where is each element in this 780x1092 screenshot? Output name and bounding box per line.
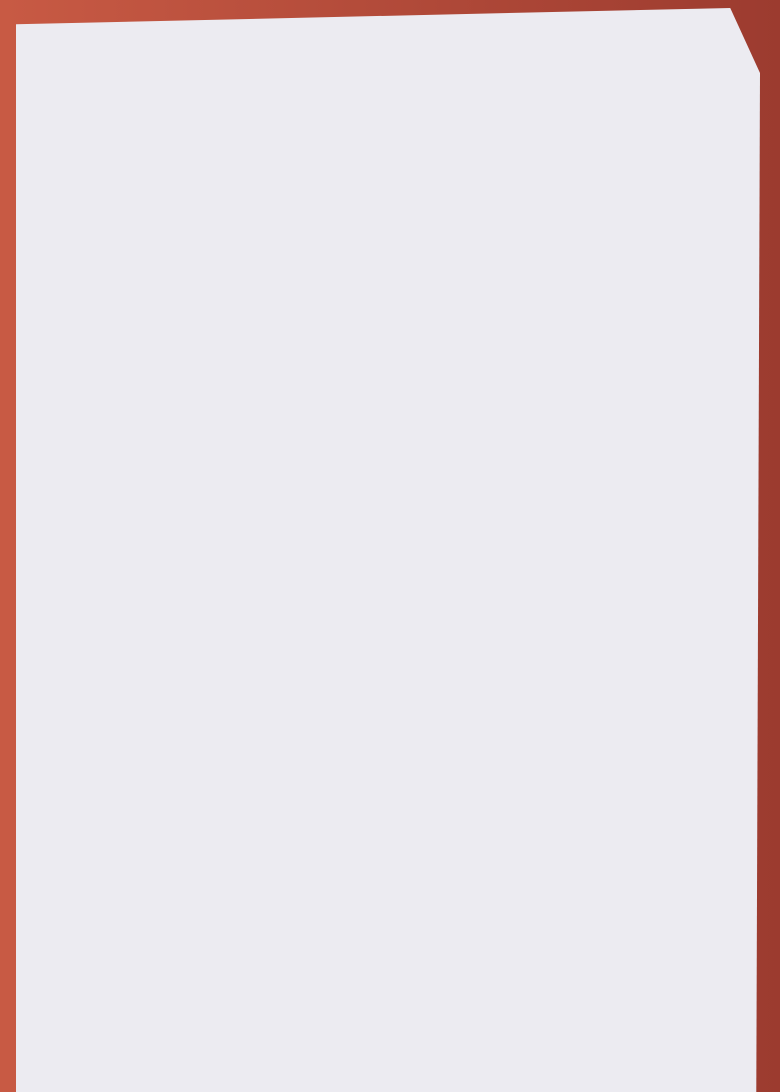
exam-sheet: [16, 8, 760, 1092]
